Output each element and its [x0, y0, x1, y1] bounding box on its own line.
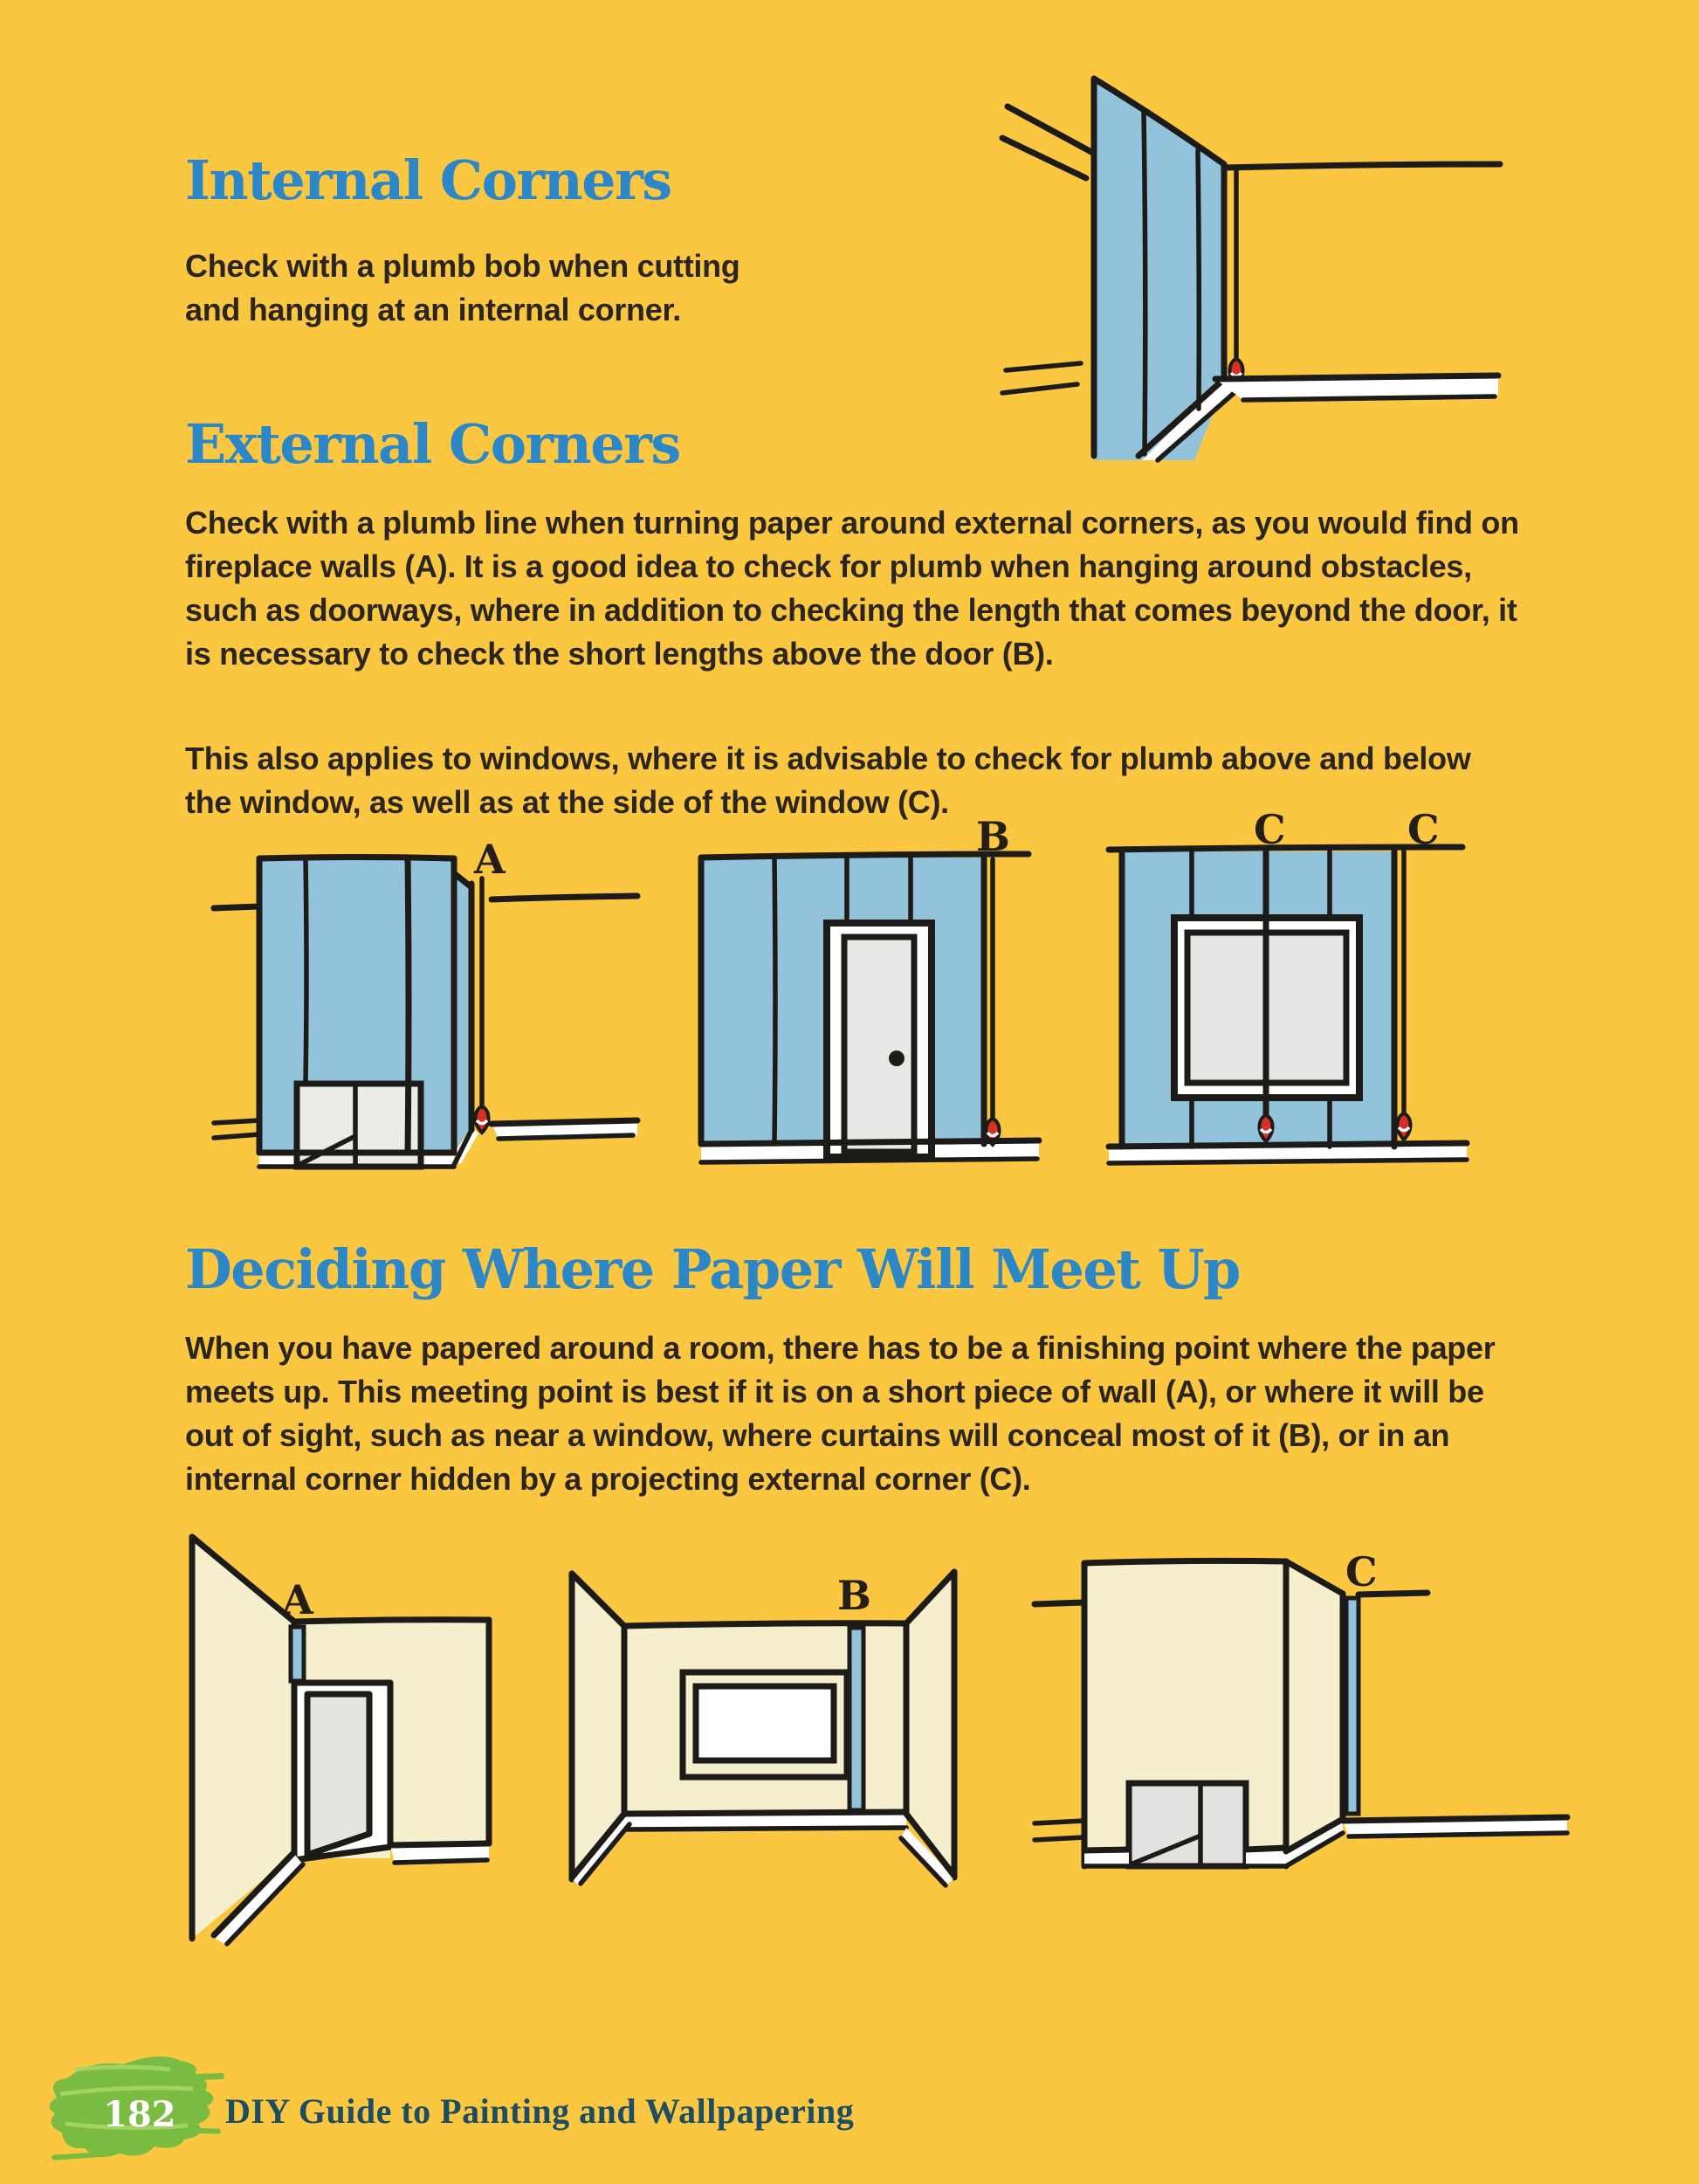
- external-corners-heading: External Corners: [185, 412, 680, 476]
- deciding-para: When you have papered around a room, there has to be a finishing point where the paper meets up. This meeting point is best if it is on a short piece of wall (A), or where it will be out of sight, such as near a window, where curtains will conceal most of it (B), or in an internal corner hidden by a projecting external corner (C).: [185, 1330, 1496, 1497]
- plumb-bob-icon: [1397, 1113, 1410, 1140]
- internal-corner-drawing: [995, 72, 1519, 460]
- meet-short-wall-drawing: [144, 1535, 616, 2024]
- meet-window-illustration: [572, 1540, 1048, 2007]
- window-label-center: C: [1254, 806, 1286, 853]
- external-corners-para2: This also applies to windows, where it is advisable to check for plumb above and below the window, as well as at the side of the window (C).: [185, 741, 1471, 820]
- doorway-wall-illustration: [690, 813, 1109, 1195]
- meet-window-label: B: [837, 1572, 871, 1619]
- meet-corner-label: C: [1345, 1548, 1378, 1595]
- internal-corner-illustration: [995, 72, 1519, 460]
- window-wall-illustration: [1109, 806, 1585, 1208]
- meet-corner-drawing: [1035, 1535, 1576, 2024]
- fireplace-label: A: [474, 836, 506, 883]
- deciding-heading: Deciding Where Paper Will Meet Up: [185, 1237, 1240, 1301]
- meet-wall-label: A: [282, 1576, 313, 1623]
- meet-short-wall-illustration: [144, 1535, 616, 2024]
- window-label-side: C: [1407, 806, 1440, 853]
- book-title: DIY Guide to Painting and Wallpapering: [225, 2091, 855, 2131]
- fireplace-wall-drawing: [214, 823, 650, 1194]
- external-corners-para1: Check with a plumb line when turning paper around external corners, as you would find on fireplace walls (A). It is a good idea to check for plumb when hanging around obstacles, such as doorways, where in addition to checking the length that comes beyond the door, it is necessary to check the short lengths above the door (B).: [185, 505, 1519, 672]
- doorway-wall-drawing: [690, 813, 1109, 1195]
- page-number: 182: [103, 2094, 176, 2135]
- door-label: B: [976, 813, 1010, 860]
- fireplace-wall-illustration: [214, 823, 650, 1194]
- plumb-bob-icon: [1259, 1115, 1272, 1141]
- meet-window-drawing: [572, 1540, 1048, 2007]
- window-wall-drawing: [1109, 806, 1585, 1208]
- internal-corners-heading: Internal Corners: [185, 148, 671, 212]
- internal-corners-text: Check with a plumb bob when cutting and hanging at an internal corner.: [185, 248, 740, 327]
- meet-corner-illustration: [1035, 1535, 1576, 2024]
- plumb-bob-icon: [475, 1106, 488, 1133]
